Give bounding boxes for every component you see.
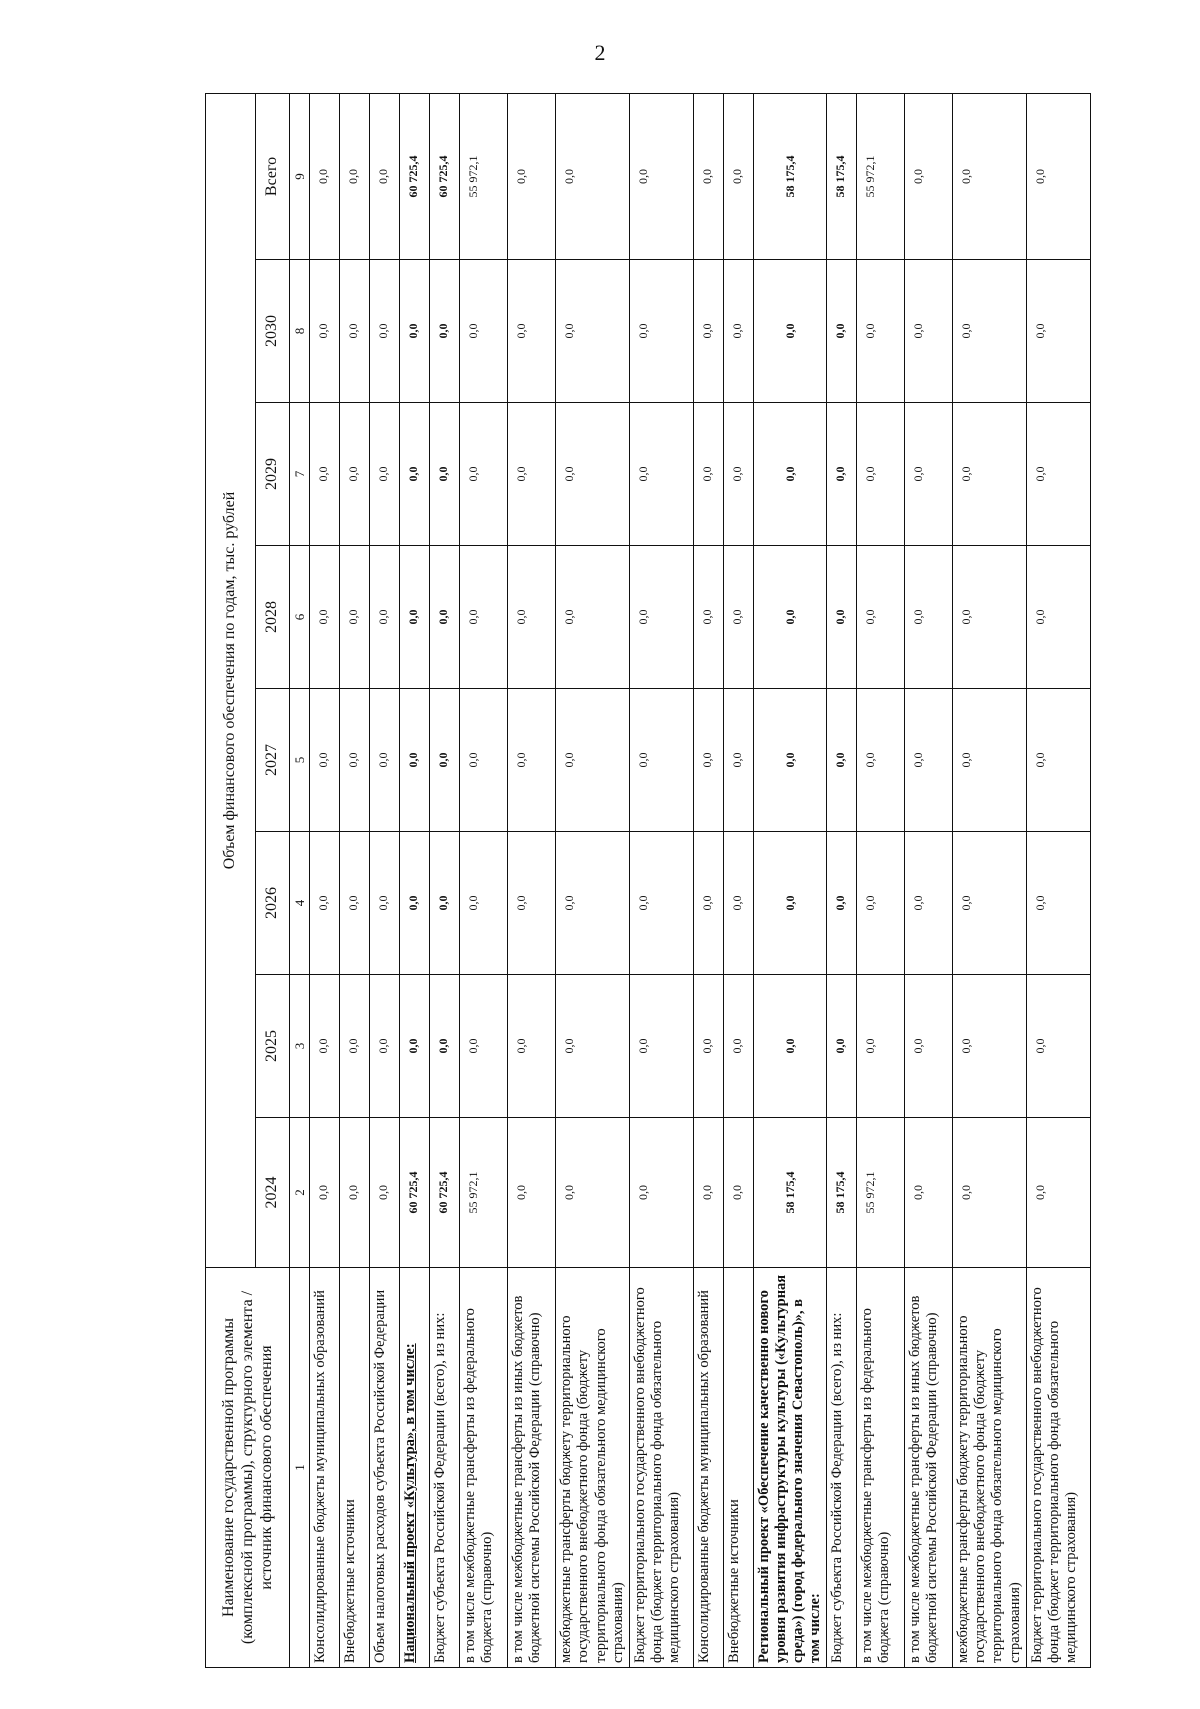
cell-value: 0,0	[310, 260, 340, 403]
header-year: 2028	[256, 546, 290, 689]
row-name: Объем налоговых расходов субъекта Российской Федерации	[370, 1268, 400, 1668]
cell-value: 0,0	[693, 546, 723, 689]
cell-value: 0,0	[905, 403, 953, 546]
header-year: 2026	[256, 832, 290, 975]
cell-value: 58 175,4	[827, 93, 857, 259]
cell-value: 0,0	[460, 403, 508, 546]
cell-value: 0,0	[556, 689, 629, 832]
column-number-row	[290, 93, 310, 1667]
cell-value: 0,0	[629, 1118, 693, 1268]
cell-value: 0,0	[310, 93, 340, 259]
table-row	[629, 93, 693, 1667]
cell-value: 0,0	[556, 832, 629, 975]
cell-value: 0,0	[723, 975, 753, 1118]
cell-value: 0,0	[340, 403, 370, 546]
header-year: 2030	[256, 260, 290, 403]
cell-value: 0,0	[460, 689, 508, 832]
cell-value: 0,0	[693, 93, 723, 259]
row-name: Региональный проект «Обеспечение качественно нового уровня развития инфраструктуры культуры («Культурная среда») (город федерального значения Севастополь)», в том числе:	[753, 1268, 826, 1668]
cell-value: 0,0	[857, 975, 905, 1118]
cell-value: 0,0	[1026, 403, 1090, 546]
cell-value: 0,0	[953, 93, 1026, 259]
cell-value: 0,0	[905, 260, 953, 403]
cell-value: 0,0	[310, 832, 340, 975]
cell-value: 0,0	[753, 832, 826, 975]
cell-value: 0,0	[340, 546, 370, 689]
cell-value: 0,0	[400, 260, 430, 403]
cell-value: 0,0	[857, 260, 905, 403]
cell-value: 60 725,4	[400, 93, 430, 259]
table-row	[857, 93, 905, 1667]
cell-value: 0,0	[753, 260, 826, 403]
cell-value: 0,0	[370, 403, 400, 546]
row-name: в том числе межбюджетные трансферты из федерального бюджета (справочно)	[460, 1268, 508, 1668]
cell-value: 0,0	[430, 832, 460, 975]
cell-value: 0,0	[508, 403, 556, 546]
cell-value: 0,0	[723, 1118, 753, 1268]
table-row	[905, 93, 953, 1667]
row-name: Бюджет субъекта Российской Федерации (всего), из них:	[827, 1268, 857, 1668]
cell-value: 0,0	[723, 260, 753, 403]
cell-value: 0,0	[827, 260, 857, 403]
table-row	[953, 93, 1026, 1667]
cell-value: 0,0	[693, 832, 723, 975]
cell-value: 0,0	[905, 1118, 953, 1268]
column-number: 5	[290, 689, 310, 832]
financing-table	[205, 93, 1091, 1668]
cell-value: 0,0	[953, 975, 1026, 1118]
cell-value: 0,0	[827, 975, 857, 1118]
cell-value: 0,0	[400, 546, 430, 689]
cell-value: 0,0	[857, 832, 905, 975]
cell-value: 0,0	[370, 975, 400, 1118]
cell-value: 0,0	[556, 403, 629, 546]
cell-value: 0,0	[827, 403, 857, 546]
cell-value: 0,0	[629, 546, 693, 689]
cell-value: 0,0	[953, 403, 1026, 546]
cell-value: 0,0	[857, 546, 905, 689]
table-row	[827, 93, 857, 1667]
table-row	[310, 93, 340, 1667]
cell-value: 55 972,1	[857, 93, 905, 259]
row-name: Консолидированные бюджеты муниципальных образований	[310, 1268, 340, 1668]
header-volume: Объем финансового обеспечения по годам, тыс. рублей	[206, 93, 256, 1267]
cell-value: 58 175,4	[827, 1118, 857, 1268]
cell-value: 0,0	[693, 1118, 723, 1268]
cell-value: 0,0	[953, 260, 1026, 403]
cell-value: 0,0	[723, 832, 753, 975]
table-row	[340, 93, 370, 1667]
cell-value: 0,0	[953, 546, 1026, 689]
cell-value: 0,0	[629, 689, 693, 832]
cell-value: 0,0	[1026, 93, 1090, 259]
cell-value: 0,0	[310, 546, 340, 689]
cell-value: 0,0	[508, 93, 556, 259]
column-number: 9	[290, 93, 310, 259]
cell-value: 0,0	[430, 689, 460, 832]
page-number: 2	[594, 40, 606, 65]
cell-value: 0,0	[857, 689, 905, 832]
cell-value: 0,0	[857, 403, 905, 546]
cell-value: 58 175,4	[753, 1118, 826, 1268]
column-number: 4	[290, 832, 310, 975]
table-row	[430, 93, 460, 1667]
cell-value: 0,0	[508, 832, 556, 975]
cell-value: 0,0	[508, 689, 556, 832]
cell-value: 0,0	[723, 93, 753, 259]
cell-value: 0,0	[430, 260, 460, 403]
cell-value: 0,0	[340, 1118, 370, 1268]
cell-value: 0,0	[556, 975, 629, 1118]
cell-value: 0,0	[310, 975, 340, 1118]
cell-value: 0,0	[340, 689, 370, 832]
row-name: Бюджет территориального государственного внебюджетного фонда (бюджет территориального фонда обязательного медицинского страхования)	[629, 1268, 693, 1668]
cell-value: 60 725,4	[400, 1118, 430, 1268]
header-year: 2025	[256, 975, 290, 1118]
rotated-table-container	[205, 94, 1079, 1668]
cell-value: 0,0	[753, 546, 826, 689]
cell-value: 0,0	[340, 260, 370, 403]
table-row	[508, 93, 556, 1667]
cell-value: 0,0	[556, 546, 629, 689]
cell-value: 0,0	[1026, 1118, 1090, 1268]
row-name: межбюджетные трансферты бюджету территориального государственного внебюджетного фонда (бюджету территориального фонда обязательного медицинского страхования)	[556, 1268, 629, 1668]
header-year: 2024	[256, 1118, 290, 1268]
row-name: Внебюджетные источники	[340, 1268, 370, 1668]
cell-value: 0,0	[460, 975, 508, 1118]
cell-value: 0,0	[1026, 689, 1090, 832]
cell-value: 55 972,1	[460, 1118, 508, 1268]
cell-value: 0,0	[953, 832, 1026, 975]
column-number: 8	[290, 260, 310, 403]
cell-value: 60 725,4	[430, 93, 460, 259]
cell-value: 0,0	[693, 403, 723, 546]
cell-value: 0,0	[430, 403, 460, 546]
header-year: Всего	[256, 93, 290, 259]
cell-value: 0,0	[753, 975, 826, 1118]
row-name: в том числе межбюджетные трансферты из иных бюджетов бюджетной системы Российской Федерации (справочно)	[508, 1268, 556, 1668]
row-name: Внебюджетные источники	[723, 1268, 753, 1668]
table-row	[556, 93, 629, 1667]
cell-value: 0,0	[508, 260, 556, 403]
cell-value: 0,0	[753, 689, 826, 832]
cell-value: 0,0	[460, 260, 508, 403]
cell-value: 0,0	[693, 689, 723, 832]
cell-value: 0,0	[400, 403, 430, 546]
cell-value: 0,0	[310, 403, 340, 546]
cell-value: 0,0	[400, 975, 430, 1118]
cell-value: 0,0	[340, 93, 370, 259]
column-number: 3	[290, 975, 310, 1118]
header-name: Наименование государственной программы (комплексной программы), структурного элемента / источник финансового обеспечения	[206, 1268, 290, 1668]
cell-value: 55 972,1	[857, 1118, 905, 1268]
row-name: Национальный проект «Культура», в том числе:	[400, 1268, 430, 1668]
row-name: Бюджет субъекта Российской Федерации (всего), из них:	[430, 1268, 460, 1668]
cell-value: 0,0	[556, 260, 629, 403]
cell-value: 0,0	[905, 975, 953, 1118]
cell-value: 0,0	[400, 689, 430, 832]
cell-value: 0,0	[400, 832, 430, 975]
cell-value: 0,0	[430, 975, 460, 1118]
column-number: 1	[290, 1268, 310, 1668]
cell-value: 0,0	[827, 832, 857, 975]
row-name: в том числе межбюджетные трансферты из федерального бюджета (справочно)	[857, 1268, 905, 1668]
cell-value: 0,0	[953, 689, 1026, 832]
row-name: Консолидированные бюджеты муниципальных образований	[693, 1268, 723, 1668]
cell-value: 0,0	[905, 93, 953, 259]
cell-value: 0,0	[370, 689, 400, 832]
table-row	[460, 93, 508, 1667]
table-body	[310, 93, 1090, 1667]
cell-value: 0,0	[1026, 832, 1090, 975]
cell-value: 58 175,4	[753, 93, 826, 259]
cell-value: 0,0	[508, 1118, 556, 1268]
cell-value: 0,0	[430, 546, 460, 689]
cell-value: 0,0	[370, 546, 400, 689]
column-number: 7	[290, 403, 310, 546]
cell-value: 0,0	[629, 260, 693, 403]
cell-value: 55 972,1	[460, 93, 508, 259]
cell-value: 0,0	[1026, 546, 1090, 689]
cell-value: 0,0	[629, 832, 693, 975]
cell-value: 0,0	[827, 546, 857, 689]
cell-value: 0,0	[629, 975, 693, 1118]
cell-value: 0,0	[370, 1118, 400, 1268]
cell-value: 0,0	[460, 546, 508, 689]
cell-value: 0,0	[460, 832, 508, 975]
table-row	[723, 93, 753, 1667]
header-year: 2029	[256, 403, 290, 546]
cell-value: 0,0	[629, 403, 693, 546]
cell-value: 0,0	[723, 403, 753, 546]
cell-value: 0,0	[340, 832, 370, 975]
cell-value: 0,0	[1026, 260, 1090, 403]
cell-value: 0,0	[340, 975, 370, 1118]
cell-value: 0,0	[953, 1118, 1026, 1268]
header-year: 2027	[256, 689, 290, 832]
cell-value: 0,0	[508, 975, 556, 1118]
cell-value: 0,0	[905, 689, 953, 832]
row-name: Бюджет территориального государственного внебюджетного фонда (бюджет территориального фонда обязательного медицинского страхования)	[1026, 1268, 1090, 1668]
table-row	[370, 93, 400, 1667]
table-row	[693, 93, 723, 1667]
cell-value: 0,0	[556, 1118, 629, 1268]
cell-value: 0,0	[905, 832, 953, 975]
cell-value: 0,0	[753, 403, 826, 546]
cell-value: 0,0	[370, 260, 400, 403]
cell-value: 0,0	[723, 546, 753, 689]
table-row	[1026, 93, 1090, 1667]
table-row	[400, 93, 430, 1667]
cell-value: 0,0	[556, 93, 629, 259]
cell-value: 0,0	[310, 1118, 340, 1268]
cell-value: 0,0	[827, 689, 857, 832]
cell-value: 0,0	[370, 832, 400, 975]
cell-value: 0,0	[629, 93, 693, 259]
cell-value: 0,0	[310, 689, 340, 832]
row-name: в том числе межбюджетные трансферты из иных бюджетов бюджетной системы Российской Федерации (справочно)	[905, 1268, 953, 1668]
row-name: межбюджетные трансферты бюджету территориального государственного внебюджетного фонда (бюджету территориального фонда обязательного медицинского страхования)	[953, 1268, 1026, 1668]
cell-value: 60 725,4	[430, 1118, 460, 1268]
cell-value: 0,0	[723, 689, 753, 832]
column-number: 2	[290, 1118, 310, 1268]
cell-value: 0,0	[693, 975, 723, 1118]
table-row	[753, 93, 826, 1667]
cell-value: 0,0	[905, 546, 953, 689]
cell-value: 0,0	[693, 260, 723, 403]
column-number: 6	[290, 546, 310, 689]
cell-value: 0,0	[370, 93, 400, 259]
cell-value: 0,0	[508, 546, 556, 689]
cell-value: 0,0	[1026, 975, 1090, 1118]
